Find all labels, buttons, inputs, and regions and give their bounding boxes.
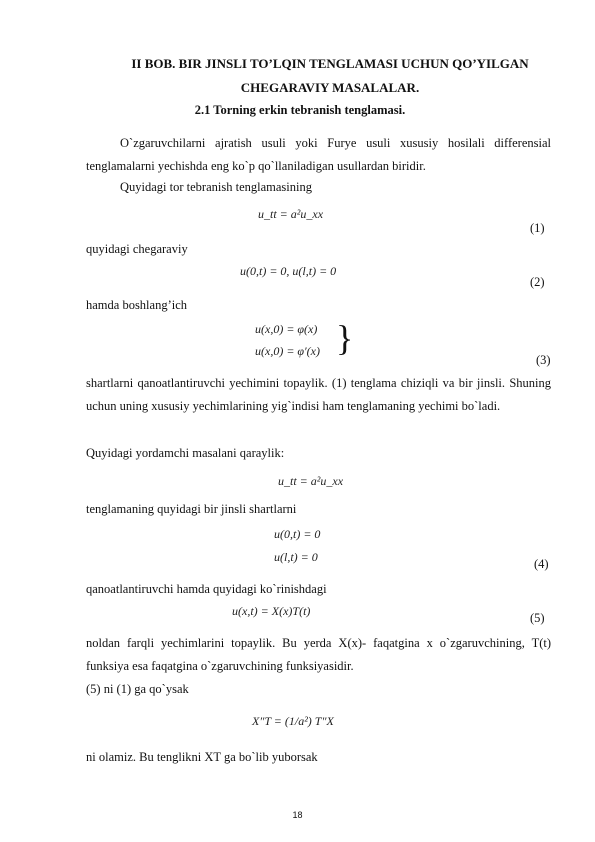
formula-separation (232, 604, 310, 619)
section-title: 2.1 Torning erkin tebranish tenglamasi. (194, 103, 406, 117)
formula-wave-equation (258, 207, 323, 222)
paragraph-divide: ni olamiz. Bu tenglikni XT ga bo`lib yuborsak (86, 750, 318, 764)
paragraph-substitute: (5) ni (1) ga qo`ysak (86, 682, 189, 696)
equation-number-2: (2) (530, 275, 545, 289)
formula-text: X″T = (1/a²) T″X (252, 714, 334, 728)
paragraph-nonzero: noldan farqli yechimlarini topaylik. Bu yerda X(x)- faqatgina x o`zgaruvchining, T(t) funksiya esa faqatgina o`zgaruvchining funksiyasidir. (86, 636, 551, 673)
formula-substituted (252, 714, 334, 729)
chapter-title-line-1: II BOB. BIR JINSLI TO’LQIN TENGLAMASI UCHUN QO’YILGAN (131, 56, 529, 71)
formula-text: u_tt = a²u_xx (258, 207, 324, 221)
equation-number-4: (4) (534, 557, 549, 571)
equation-number-1: (1) (530, 221, 545, 235)
formula-homogeneous-condition-1 (274, 527, 320, 542)
formula-boundary-conditions (240, 264, 336, 279)
formula-homogeneous-condition-2 (274, 550, 318, 565)
formula-text: u(x,0) = φ′(x) (255, 344, 320, 358)
formula-text: u(0,t) = 0 (274, 527, 321, 541)
formula-text: u(x,t) = X(x)T(t) (232, 604, 311, 618)
paragraph-auxiliary: Quyidagi yordamchi masalani qaraylik: (86, 446, 285, 460)
paragraph-initial: hamda boshlang’ich (86, 298, 188, 312)
formula-text: u(0,t) = 0, u(l,t) = 0 (240, 264, 337, 278)
paragraph-solution: shartlarni qanoatlantiruvchi yechimini topaylik. (1) tenglama chiziqli va bir jinsli. Shuning uchun uning xususiy yechimlarining yig`indisi ham tenglamaning yechimi bo`ladi. (86, 376, 551, 413)
paragraph-string-equation: Quyidagi tor tebranish tenglamasining (120, 180, 312, 194)
formula-initial-condition-2 (255, 344, 320, 359)
formula-initial-condition-1 (255, 322, 317, 337)
brace-symbol: } (336, 318, 354, 358)
paragraph-intro: O`zgaruvchilarni ajratish usuli yoki Furye usuli xususiy hosilali differensial tenglamalarni yechishda eng ko`p qo`llaniladigan usullardan biridir. (86, 136, 551, 173)
equation-number-3: (3) (536, 353, 551, 367)
formula-text: u_tt = a²u_xx (278, 474, 344, 488)
formula-text: u(x,0) = φ(x) (255, 322, 318, 336)
formula-auxiliary-equation (278, 474, 343, 489)
formula-text: u(l,t) = 0 (274, 550, 318, 564)
paragraph-form: qanoatlantiruvchi hamda quyidagi ko`rinishdagi (86, 582, 327, 596)
paragraph-boundary: quyidagi chegaraviy (86, 242, 188, 256)
paragraph-homogeneous: tenglamaning quyidagi bir jinsli shartlarni (86, 502, 297, 516)
equation-number-5: (5) (530, 611, 545, 625)
page-number: 18 (292, 810, 303, 820)
chapter-title-line-2: CHEGARAVIY MASALALAR. (240, 80, 420, 95)
